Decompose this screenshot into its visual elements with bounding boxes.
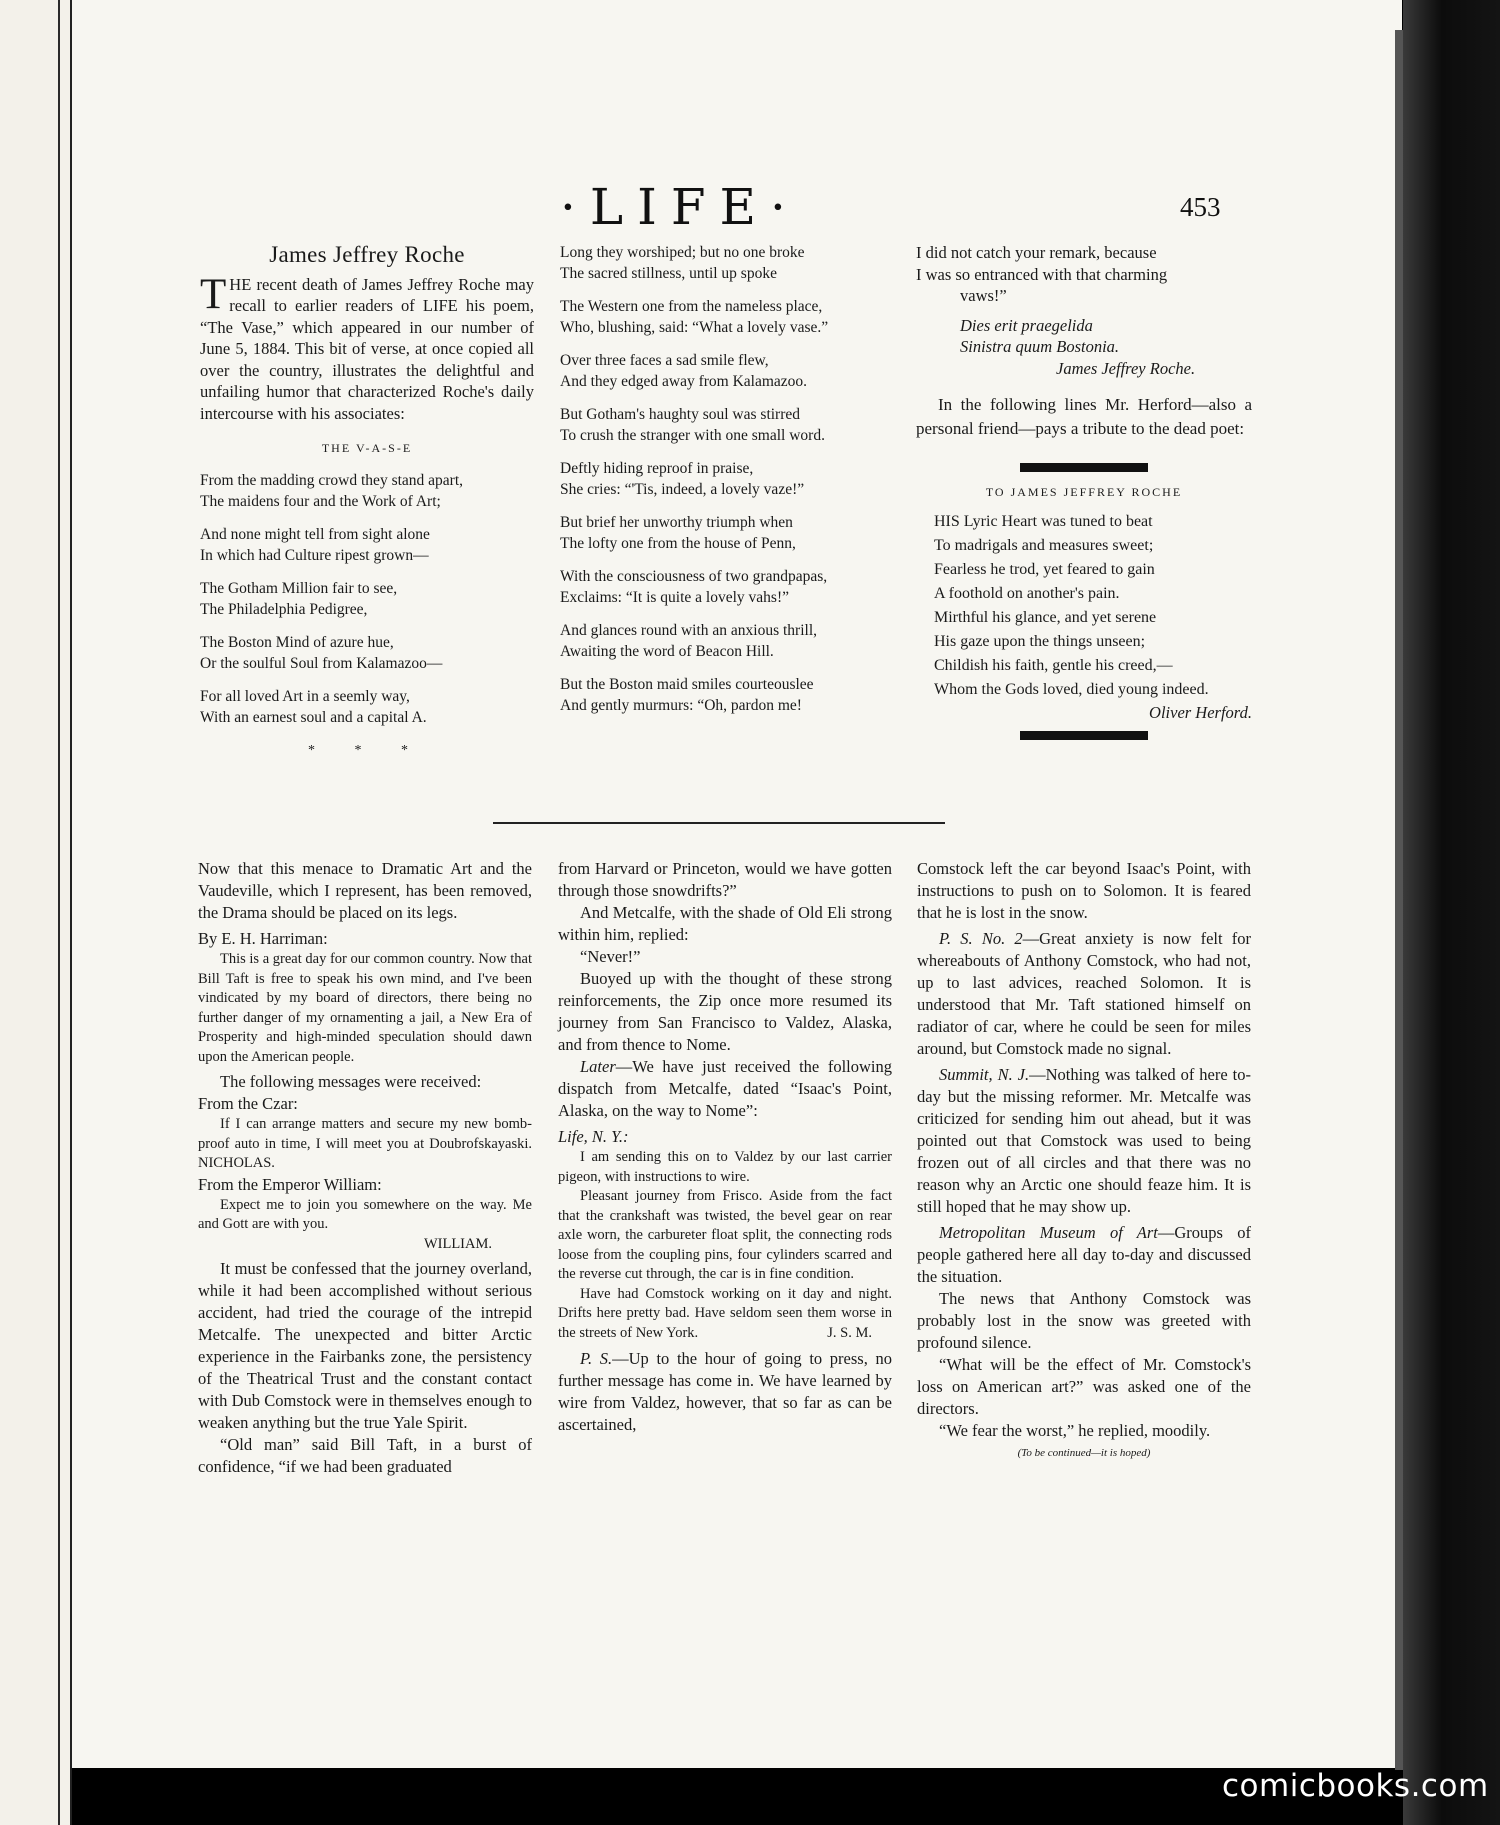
poem-line: She cries: “'Tis, indeed, a lovely vaze!” — [560, 481, 805, 498]
paragraph: It must be confessed that the journey overland, while it had been accomplished without serious accident, had tried the courage of the intrepid Metcalfe. The unexpected and bitter Arctic experience in the Fairbanks zone, the persistency of the Theatrical Trust and the constant contact with Dub Comstock were in themselves enough to weaken anything but the true Yale Spirit. — [198, 1259, 532, 1432]
tribute-line: Fearless he trod, yet feared to gain — [934, 560, 1155, 578]
stanza — [200, 524, 534, 566]
poem-line: With an earnest soul and a capital A. — [200, 708, 427, 726]
latin-line: Dies erit praegelida — [960, 315, 1093, 335]
dispatch-address: Life, N. Y.: — [558, 1127, 629, 1146]
poem-line: Exclaims: “It is quite a lovely vahs!” — [560, 589, 789, 606]
poem-line: The Gotham Million fair to see, — [200, 579, 398, 597]
poem-line: The Philadelphia Pedigree, — [200, 600, 368, 618]
czar-message: If I can arrange matters and secure my new bomb-proof auto in time, I will meet you at Doubrofskayaski. NICHOLAS. — [198, 1116, 532, 1171]
dispatch-paragraph: I am sending this on to Valdez by our last carrier pigeon, with instructions to wire. — [558, 1149, 892, 1185]
message-heading: From the Czar: — [198, 1094, 298, 1113]
poem-line: But the Boston maid smiles courteouslee — [560, 676, 814, 693]
paragraph: The news that Anthony Comstock was probably lost in the snow was greeted with profound silence. — [917, 1289, 1251, 1352]
poem-line: And glances round with an anxious thrill, — [560, 622, 817, 639]
paragraph: “We fear the worst,” he replied, moodily. — [939, 1421, 1211, 1440]
poem-line: Over three faces a sad smile flew, — [560, 352, 769, 369]
tribute-signature: Oliver Herford. — [1149, 702, 1252, 722]
paragraph: Comstock left the car beyond Isaac's Point, with instructions to push on to Solomon. It is feared that he is lost in the snow. — [917, 859, 1251, 922]
dispatch-signature: J. S. M. — [827, 1325, 872, 1341]
tribute-line: His gaze upon the things unseen; — [934, 632, 1146, 650]
stanza — [200, 578, 534, 620]
top-column-3 — [916, 242, 1252, 748]
poem-line: In which had Culture ripest grown— — [200, 546, 429, 564]
tribute-poem — [916, 510, 1252, 702]
tribute-line: HIS Lyric Heart was tuned to beat — [934, 512, 1153, 530]
stanza — [560, 674, 900, 716]
intro-text: HE recent death of James Jeffrey Roche may recall to earlier readers of LIFE his poem, “The Vase,” which appeared in our number of June 5, 1884. This bit of verse, at once copied all over the country, illustrates the delightful and unfailing humor that characterized Roche's daily intercourse with his associates: — [200, 274, 534, 423]
poem-line: The lofty one from the house of Penn, — [560, 535, 796, 552]
scanner-background — [1403, 0, 1500, 1825]
poem-line: The Western one from the nameless place, — [560, 298, 823, 315]
paragraph: “What will be the effect of Mr. Comstock's loss on American art?” was asked one of the directors. — [917, 1355, 1251, 1418]
poem-line: To crush the stranger with one small word. — [560, 427, 825, 444]
poem-line: But Gotham's haughty soul was stirred — [560, 406, 801, 423]
byline: By E. H. Harriman: — [198, 929, 328, 948]
emperor-message: Expect me to join you somewhere on the way. Me and Gott are with you. — [198, 1196, 532, 1232]
poem-stanzas-part1 — [200, 470, 534, 728]
bottom-column-2 — [558, 858, 892, 1436]
site-watermark: comicbooks.com — [1222, 1768, 1489, 1804]
drop-cap: T — [200, 270, 227, 318]
stanza — [200, 632, 534, 674]
top-column-1 — [200, 244, 534, 761]
herford-intro: In the following lines Mr. Herford—also a personal friend—pays a tribute to the dead poet: — [916, 395, 1252, 438]
message-heading: From the Emperor William: — [198, 1174, 382, 1194]
paragraph: Later—We have just received the following dispatch from Metcalfe, dated “Isaac's Point, Alaska, on the way to Nome”: — [558, 1057, 892, 1120]
stanza — [200, 470, 534, 512]
page-shadow — [1395, 30, 1403, 1770]
tribute-line: Whom the Gods loved, died young indeed. — [934, 680, 1209, 698]
poem-line: The sacred stillness, until up spoke — [560, 265, 777, 282]
tribute-line: Childish his faith, gentle his creed,— — [934, 656, 1173, 674]
poem-line: Long they worshiped; but no one broke — [560, 244, 805, 261]
section-divider — [493, 822, 945, 824]
poem-line: From the madding crowd they stand apart, — [200, 471, 464, 489]
poem-line: And none might tell from sight alone — [200, 525, 430, 543]
thick-rule — [1020, 463, 1148, 472]
poem-line: For all loved Art in a seemly way, — [200, 687, 410, 705]
poem-line: And they edged away from Kalamazoo. — [560, 373, 808, 390]
section-stars: * * * — [308, 742, 426, 758]
continued-note: (To be continued—it is hoped) — [1017, 1447, 1151, 1459]
tribute-title: TO JAMES JEFFREY ROCHE — [985, 485, 1183, 499]
paragraph: “Old man” said Bill Taft, in a burst of confidence, “if we had been graduated — [198, 1435, 532, 1476]
paragraph: Metropolitan Museum of Art—Groups of people gathered here all day to-day and discussed the situation. — [917, 1223, 1251, 1286]
poem-line: And gently murmurs: “Oh, pardon me! — [560, 697, 802, 714]
top-column-2 — [560, 242, 900, 728]
tribute-line: Mirthful his glance, and yet serene — [934, 608, 1157, 626]
poem-line: Who, blushing, said: “What a lovely vase.” — [560, 319, 829, 336]
poem-line: I did not catch your remark, because — [916, 243, 1157, 262]
poem-line: vaws!” — [960, 286, 1007, 305]
paragraph: Now that this menace to Dramatic Art and the Vaudeville, which I represent, has been removed, the Drama should be placed on its legs. — [198, 859, 532, 922]
author-signature: James Jeffrey Roche. — [1056, 358, 1196, 378]
paragraph: P. S. No. 2—Great anxiety is now felt for whereabouts of Anthony Comstock, who had not, up to last advices, reached Solomon. It is understood that Mr. Taft stationed himself on radiator of car, where he could be seen for miles around, but Comstock made no signal. — [917, 929, 1251, 1058]
binding-line — [58, 0, 60, 1825]
paragraph: Buoyed up with the thought of these strong reinforcements, the Zip once more resumed its journey from San Francisco to Valdez, Alaska, and from thence to Nome. — [558, 969, 892, 1054]
thick-rule — [1020, 731, 1148, 740]
paragraph: from Harvard or Princeton, would we have gotten through those snowdrifts?” — [558, 859, 892, 900]
ps2-label: P. S. No. 2 — [939, 929, 1023, 948]
tribute-line: To madrigals and measures sweet; — [934, 536, 1154, 554]
summit-label: Summit, N. J. — [939, 1065, 1030, 1084]
later-label: Later — [580, 1057, 616, 1076]
masthead: ·LIFE· — [560, 178, 800, 236]
stanza — [560, 512, 900, 554]
paragraph: Summit, N. J.—Nothing was talked of here to-day but the missing reformer. Mr. Metcalfe was criticized for sending him out ahead, but it was pointed out that Comstock was used to being frozen out of all circles and that there was no reason why an Arctic one should feaze him. It is still hoped that he may show up. — [917, 1065, 1251, 1216]
poem-line: But brief her unworthy triumph when — [560, 514, 793, 531]
ps-label: P. S. — [580, 1348, 613, 1368]
stanza — [560, 404, 900, 446]
poem-line: The Boston Mind of azure hue, — [200, 633, 394, 651]
page-number: 453 — [1180, 192, 1221, 222]
museum-label: Metropolitan Museum of Art — [939, 1223, 1158, 1242]
paragraph: The following messages were received: — [220, 1072, 482, 1091]
bottom-column-3 — [917, 858, 1251, 1464]
intro-paragraph — [200, 270, 534, 425]
poem-line: With the consciousness of two grandpapas, — [560, 568, 828, 585]
poem-line: Or the soulful Soul from Kalamazoo— — [200, 654, 443, 672]
article-headline: James Jeffrey Roche — [269, 242, 465, 267]
tribute-line: A foothold on another's pain. — [934, 584, 1120, 602]
poem-line: I was so entranced with that charming — [916, 264, 1168, 284]
adjacent-page-edge — [0, 0, 72, 1825]
poem-line: Deftly hiding reproof in praise, — [560, 460, 754, 477]
poem-line: Awaiting the word of Beacon Hill. — [560, 643, 774, 660]
paragraph: And Metcalfe, with the shade of Old Eli strong within him, replied: — [558, 903, 892, 944]
stanza — [560, 620, 900, 662]
stanza — [200, 686, 534, 728]
stanza — [560, 566, 900, 608]
poem-stanzas-part2 — [560, 242, 900, 716]
emperor-signature: WILLIAM. — [423, 1235, 492, 1252]
dispatch-paragraph: Have had Comstock working on it day and night. Drifts here pretty bad. Have seldom seen them worse in the streets of New York. — [558, 1285, 892, 1341]
stanza — [560, 458, 900, 500]
paragraph: “Never!” — [580, 947, 641, 966]
stanza — [560, 296, 900, 338]
stanza — [560, 350, 900, 392]
czar-signature: NICHOLAS. — [198, 1155, 275, 1171]
poem-title: THE V-A-S-E — [321, 441, 413, 455]
latin-line: Sinistra quum Bostonia. — [960, 337, 1120, 356]
paragraph: P. S.—Up to the hour of going to press, no further message has come in. We have learned by wire from Valdez, however, that so far as can be ascertained, — [558, 1348, 893, 1434]
dispatch-paragraph: Pleasant journey from Frisco. Aside from the fact that the crankshaft was twisted, the bevel gear on rear axle worn, the carbureter float split, the connecting rods loose from the coupling pins, four cylinders scarred and the reverse cut through, the car is in fine condition. — [558, 1188, 892, 1282]
bottom-column-1 — [198, 858, 532, 1478]
poem-line: The maidens four and the Work of Art; — [200, 492, 441, 510]
stanza — [560, 242, 900, 284]
quote-paragraph: This is a great day for our common country. Now that Bill Taft is free to speak his own mind, and I've been vindicated by my board of directors, there being no further danger of my ornamenting a jail, a New Era of Prosperity and high-minded speculation should dawn upon the American people. — [198, 951, 532, 1065]
